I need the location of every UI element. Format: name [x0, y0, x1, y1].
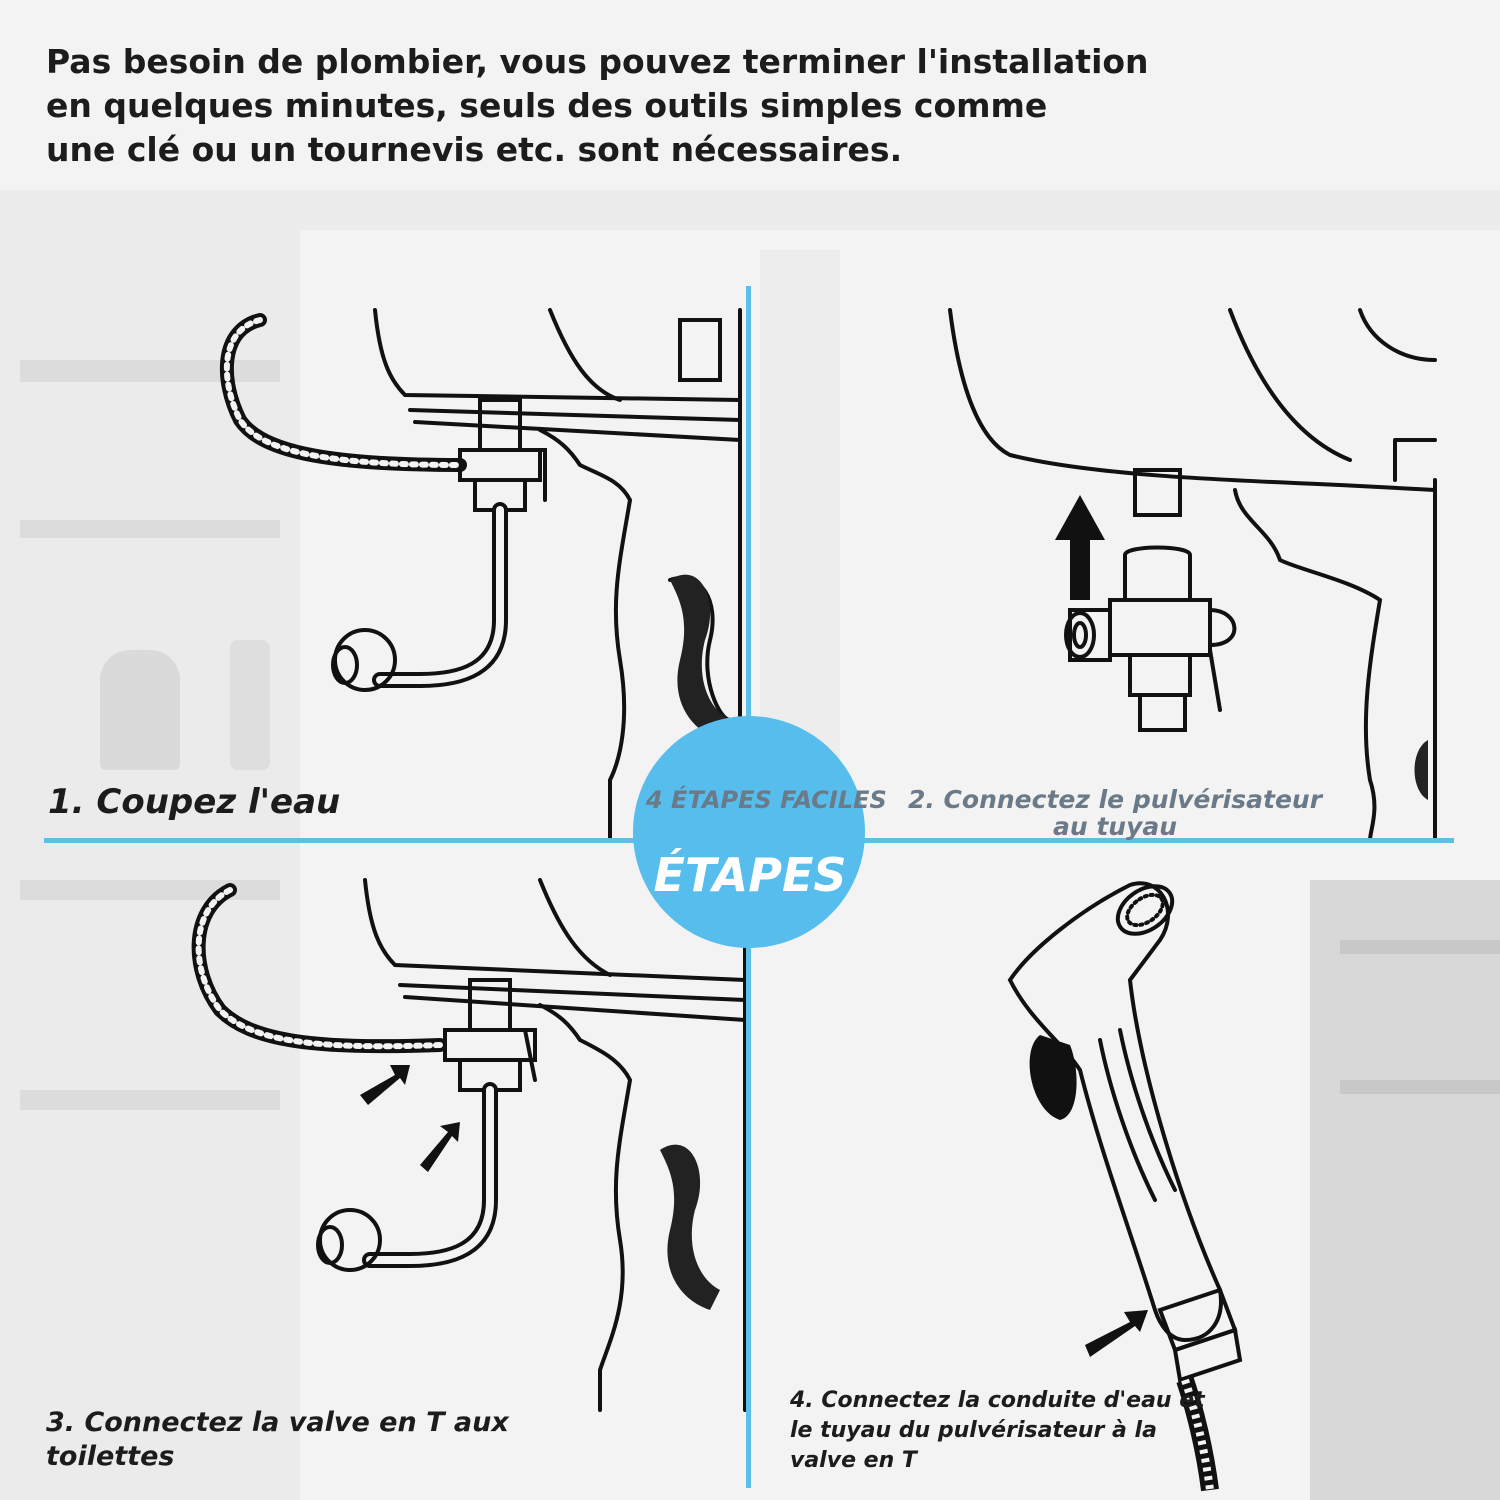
steps-badge: [633, 716, 865, 948]
step-2-illustration: [940, 300, 1440, 840]
badge-word: ÉTAPES: [653, 848, 847, 902]
step-1-label: 1. Coupez l'eau: [48, 782, 341, 822]
step-3-illustration: [190, 870, 748, 1410]
step-4-label: 4. Connectez la conduite d'eau et le tuyau du pulvérisateur à la valve en T: [790, 1388, 1205, 1473]
intro-text: [46, 40, 1149, 172]
step-2-label: 2. Connectez le pulvérisateur au tuyau: [907, 785, 1323, 841]
intro-line-3: une clé ou un tournevis etc. sont nécessaires.: [46, 130, 903, 169]
intro-line-1: Pas besoin de plombier, vous pouvez terminer l'installation: [46, 42, 1149, 81]
step-3-label: 3. Connectez la valve en T aux toilettes: [46, 1407, 509, 1472]
intro-line-2: en quelques minutes, seuls des outils simples comme: [46, 86, 1048, 125]
badge-title: 4 ÉTAPES FACILES: [646, 786, 887, 814]
